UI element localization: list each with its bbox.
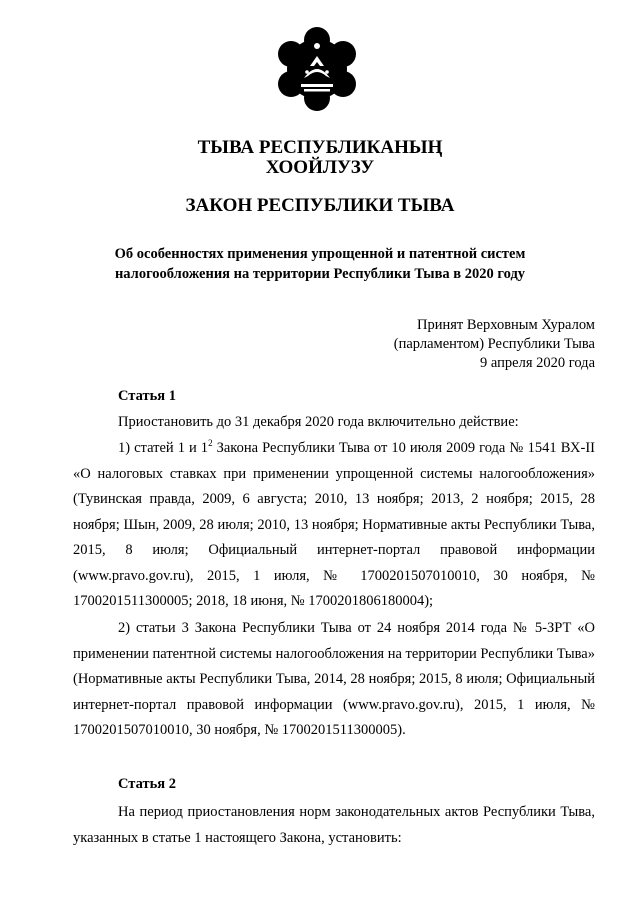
republic-title-line2: ХООЙЛУЗУ [265, 157, 375, 178]
article1-item1-rest: Закона Республики Тыва от 10 июля 2009 года № 1541 ВХ-II «О налоговых ставках при применении упрощенной системы налогообложения» (Тувинская правда, 2009, 6 августа; 2010, 13 ноября; 2013, 2 ноября; 2015, 28 ноября; Шын, 2009, 28 июля; 2010, 13 ноября; Нормативные акты Республики Тыва, 2015, 8 июля; Официальный интернет-портал правовой информации (www.pravo.gov.ru), 2015, 1 июля, № 1700201507010010, 30 ноября, № 1700201511300005; 2018, 18 июня, № 1700201806180004); [73, 440, 595, 609]
article2-intro: На период приостановления норм законодательных актов Республики Тыва, указанных в статье 1 настоящего Закона, установить: [73, 804, 595, 846]
coat-of-arms-emblem [274, 26, 360, 112]
law-subtitle-line2: налогообложения на территории Республики Тыва в 2020 году [114, 266, 526, 282]
law-subtitle [100, 244, 540, 284]
law-title: ЗАКОН РЕСПУБЛИКИ ТЫВА [185, 195, 455, 216]
adoption-line1: Принят Верховным Хуралом [417, 317, 595, 333]
article1-item2: 2) статьи 3 Закона Республики Тыва от 24 ноября 2014 года № 5-ЗРТ «О применении патентной системы налогообложения на территории Республики Тыва» (Нормативные акты Республики Тыва, 2014, 28 ноября; 2015, 8 июля; Официальный интернет-портал правовой информации (www.pravo.gov.ru), 2015, 1 июля, № 1700201507010010, 30 ноября, № 1700201511300005). [73, 620, 595, 738]
article1-item1-prefix: 1) статей 1 и 1 [118, 440, 209, 456]
adoption-line2: (парламентом) Республики Тыва [393, 336, 595, 352]
adoption-date: 9 апреля 2020 года [480, 355, 595, 371]
article1-intro: Приостановить до 31 декабря 2020 года включительно действие: [118, 414, 519, 430]
adoption-block [394, 316, 595, 373]
law-subtitle-line1: Об особенностях применения упрощенной и патентной систем [114, 246, 526, 262]
article1-heading: Статья 1 [118, 388, 176, 404]
article1-item1-sup: 2 [208, 438, 213, 449]
republic-title: ТЫВА РЕСПУБЛИКАНЫҢ [197, 137, 443, 158]
article1-item1 [73, 436, 595, 615]
article2-heading: Статья 2 [118, 776, 176, 792]
